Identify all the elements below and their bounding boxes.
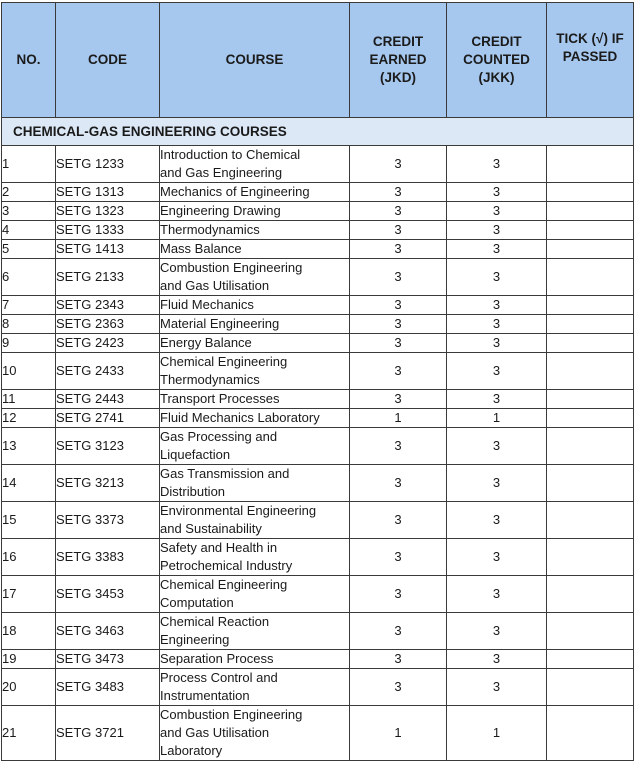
header-credit-earned [350,3,447,118]
credit-earned: 3 [350,334,447,353]
course-name [160,706,350,761]
table-row [2,539,634,576]
row-number: 15 [2,502,56,539]
course-code: SETG 3453 [56,576,160,613]
course-name [160,183,350,202]
course-code: SETG 2741 [56,409,160,428]
course-code: SETG 2433 [56,353,160,390]
course-name-line: and Gas Utilisation [160,278,270,293]
tick-if-passed-cell[interactable] [547,315,634,334]
row-number: 5 [2,240,56,259]
row-number: 18 [2,613,56,650]
header-tick-line: PASSED [562,49,618,64]
course-name-line: Thermodynamics [160,372,260,387]
header-course: COURSE [160,3,350,118]
course-name [160,202,350,221]
table-row [2,315,634,334]
course-name [160,613,350,650]
row-number: 10 [2,353,56,390]
course-name-line: and Sustainability [160,521,262,536]
credit-counted: 3 [447,183,547,202]
credit-counted: 3 [447,296,547,315]
course-name-line: Material Engineering [160,316,280,331]
tick-if-passed-cell[interactable] [547,706,634,761]
course-code: SETG 3721 [56,706,160,761]
course-name-line: Computation [160,595,234,610]
table-row [2,502,634,539]
header-no: NO. [2,3,56,118]
table-row [2,202,634,221]
course-name [160,240,350,259]
table-row [2,465,634,502]
credit-earned: 3 [350,428,447,465]
credit-counted: 3 [447,465,547,502]
credit-earned: 3 [350,146,447,183]
credit-earned: 3 [350,390,447,409]
tick-if-passed-cell[interactable] [547,146,634,183]
row-number: 7 [2,296,56,315]
course-name [160,221,350,240]
tick-if-passed-cell[interactable] [547,296,634,315]
tick-if-passed-cell[interactable] [547,183,634,202]
row-number: 8 [2,315,56,334]
table-row [2,409,634,428]
course-code: SETG 3373 [56,502,160,539]
row-number: 17 [2,576,56,613]
course-code: SETG 3473 [56,650,160,669]
table-row [2,669,634,706]
credit-counted: 3 [447,146,547,183]
row-number: 21 [2,706,56,761]
credit-earned: 3 [350,650,447,669]
course-name-line: Process Control and [160,670,278,685]
row-number: 9 [2,334,56,353]
tick-if-passed-cell[interactable] [547,259,634,296]
course-name-line: Engineering Drawing [160,203,281,218]
tick-if-passed-cell[interactable] [547,202,634,221]
row-number: 1 [2,146,56,183]
course-name-line: Separation Process [160,651,274,666]
course-code: SETG 3213 [56,465,160,502]
credit-counted: 3 [447,353,547,390]
tick-if-passed-cell[interactable] [547,539,634,576]
course-name [160,296,350,315]
course-name [160,576,350,613]
course-name [160,502,350,539]
table-row [2,353,634,390]
row-number: 19 [2,650,56,669]
course-code: SETG 2363 [56,315,160,334]
course-name-line: Safety and Health in [160,540,278,555]
course-code: SETG 2423 [56,334,160,353]
course-name-line: Chemical Engineering [160,577,288,592]
header-tick-if-passed [547,3,634,118]
table-row [2,650,634,669]
course-code: SETG 1333 [56,221,160,240]
credit-counted: 1 [447,706,547,761]
tick-if-passed-cell[interactable] [547,390,634,409]
course-code: SETG 2343 [56,296,160,315]
credit-counted: 3 [447,428,547,465]
tick-if-passed-cell[interactable] [547,428,634,465]
table-row [2,428,634,465]
credit-earned: 3 [350,259,447,296]
header-code: CODE [56,3,160,118]
course-name-line: Engineering [160,632,230,647]
credit-counted: 3 [447,221,547,240]
tick-if-passed-cell[interactable] [547,353,634,390]
row-number: 14 [2,465,56,502]
course-code: SETG 1323 [56,202,160,221]
header-credit-earned-line: EARNED [369,52,427,67]
credit-earned: 3 [350,576,447,613]
header-credit-counted [447,3,547,118]
course-name [160,146,350,183]
course-name [160,428,350,465]
credit-counted: 3 [447,315,547,334]
credit-earned: 1 [350,409,447,428]
credit-earned: 3 [350,296,447,315]
tick-if-passed-cell[interactable] [547,669,634,706]
tick-if-passed-cell[interactable] [547,465,634,502]
course-table [1,2,634,761]
credit-counted: 3 [447,390,547,409]
table-row [2,390,634,409]
row-number: 11 [2,390,56,409]
course-code: SETG 3463 [56,613,160,650]
credit-counted: 3 [447,576,547,613]
row-number: 13 [2,428,56,465]
table-row [2,334,634,353]
course-code: SETG 1233 [56,146,160,183]
table-body [2,118,634,761]
credit-earned: 3 [350,202,447,221]
course-name-line: Transport Processes [160,391,280,406]
course-name-line: Gas Processing and [160,429,278,444]
course-name-line: Mass Balance [160,241,242,256]
course-code: SETG 3383 [56,539,160,576]
course-code: SETG 3483 [56,669,160,706]
row-number: 20 [2,669,56,706]
course-name-line: Thermodynamics [160,222,260,237]
credit-earned: 3 [350,669,447,706]
row-number: 3 [2,202,56,221]
tick-if-passed-cell[interactable] [547,221,634,240]
table-row [2,296,634,315]
course-name-line: Gas Transmission and [160,466,290,481]
course-name [160,539,350,576]
course-code: SETG 2133 [56,259,160,296]
credit-earned: 3 [350,613,447,650]
course-name-line: Distribution [160,484,226,499]
header-credit-earned-line: (JKD) [380,70,416,85]
credit-counted: 3 [447,202,547,221]
credit-counted: 3 [447,650,547,669]
course-name-line: Introduction to Chemical [160,147,301,162]
course-name [160,353,350,390]
course-name-line: Energy Balance [160,335,252,350]
table-row [2,613,634,650]
course-name-line: Instrumentation [160,688,250,703]
credit-counted: 3 [447,539,547,576]
header-credit-counted-line: (JKK) [478,70,515,85]
header-credit-counted-line: COUNTED [463,52,530,67]
credit-earned: 3 [350,315,447,334]
credit-earned: 1 [350,706,447,761]
credit-counted: 3 [447,334,547,353]
credit-earned: 3 [350,539,447,576]
course-code: SETG 1413 [56,240,160,259]
course-name [160,334,350,353]
credit-counted: 3 [447,240,547,259]
course-name-line: Liquefaction [160,447,231,462]
section-title: CHEMICAL-GAS ENGINEERING COURSES [2,118,634,146]
tick-if-passed-cell[interactable] [547,409,634,428]
table-row [2,183,634,202]
course-name-line: Petrochemical Industry [160,558,293,573]
course-name-line: Laboratory [160,743,223,758]
section-row [2,118,634,146]
course-name [160,315,350,334]
credit-earned: 3 [350,240,447,259]
table-row [2,146,634,183]
credit-earned: 3 [350,221,447,240]
header-tick-line: TICK (√) IF [556,31,624,46]
table-row [2,259,634,296]
course-name [160,409,350,428]
tick-if-passed-cell[interactable] [547,576,634,613]
row-number: 16 [2,539,56,576]
course-name-line: Chemical Engineering [160,354,288,369]
course-name-line: Fluid Mechanics [160,297,254,312]
credit-earned: 3 [350,465,447,502]
row-number: 6 [2,259,56,296]
credit-counted: 3 [447,613,547,650]
course-name-line: Combustion Engineering [160,260,303,275]
credit-earned: 3 [350,502,447,539]
course-name-line: Environmental Engineering [160,503,317,518]
credit-earned: 3 [350,353,447,390]
course-code: SETG 3123 [56,428,160,465]
table-header [2,3,634,118]
credit-counted: 3 [447,502,547,539]
credit-counted: 3 [447,259,547,296]
course-name [160,650,350,669]
credit-counted: 3 [447,669,547,706]
table-row [2,221,634,240]
credit-counted: 1 [447,409,547,428]
credit-earned: 3 [350,183,447,202]
tick-if-passed-cell[interactable] [547,502,634,539]
course-name-line: Combustion Engineering [160,707,303,722]
course-name-line: Chemical Reaction [160,614,270,629]
row-number: 2 [2,183,56,202]
header-credit-earned-line: CREDIT [372,34,424,49]
tick-if-passed-cell[interactable] [547,334,634,353]
tick-if-passed-cell[interactable] [547,240,634,259]
header-credit-counted-line: CREDIT [471,34,522,49]
course-code: SETG 1313 [56,183,160,202]
tick-if-passed-cell[interactable] [547,613,634,650]
course-name-line: and Gas Engineering [160,165,283,180]
course-name [160,465,350,502]
course-name [160,259,350,296]
row-number: 4 [2,221,56,240]
course-name-line: Mechanics of Engineering [160,184,310,199]
course-name [160,390,350,409]
row-number: 12 [2,409,56,428]
table-row [2,240,634,259]
tick-if-passed-cell[interactable] [547,650,634,669]
course-code: SETG 2443 [56,390,160,409]
table-row [2,706,634,761]
course-name-line: Fluid Mechanics Laboratory [160,410,320,425]
course-name [160,669,350,706]
course-name-line: and Gas Utilisation [160,725,270,740]
table-row [2,576,634,613]
